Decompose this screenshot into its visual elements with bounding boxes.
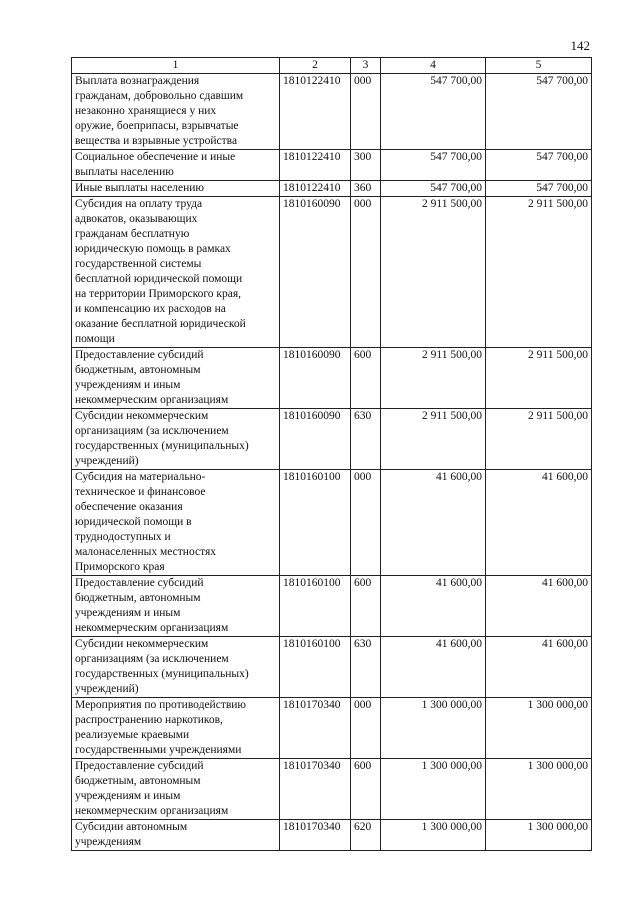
row-name-line: бюджетным, автономным — [75, 364, 201, 376]
row-name-line: и компенсацию их расходов на — [75, 303, 226, 315]
table-row — [72, 637, 592, 698]
row-name-line: оружие, боеприпасы, взрывчатые — [75, 120, 239, 132]
header-row — [72, 58, 592, 74]
row-name-line: государственной системы — [75, 258, 202, 270]
row-name-line: организациям (за исключением — [75, 425, 229, 437]
target-article-code: 1810160100 — [280, 576, 351, 637]
row-name-cell — [72, 409, 280, 470]
amount-year-1: 1 300 000,00 — [381, 820, 486, 851]
amount-year-2: 2 911 500,00 — [486, 348, 592, 409]
amount-year-2: 547 700,00 — [486, 150, 592, 181]
expense-type-code: 630 — [351, 409, 381, 470]
row-name-line: юридическую помощь в рамках — [75, 243, 231, 255]
table-row — [72, 150, 592, 181]
row-name-line: обеспечение оказания — [75, 501, 183, 513]
header-col-3: 3 — [351, 58, 381, 74]
row-name-line: Субсидии некоммерческим — [75, 638, 209, 650]
expense-type-code: 300 — [351, 150, 381, 181]
row-name-line: государственных (муниципальных) — [75, 668, 249, 680]
row-name-cell — [72, 150, 280, 181]
expense-type-code: 620 — [351, 820, 381, 851]
table-body — [72, 74, 592, 851]
row-name-line: на территории Приморского края, — [75, 288, 241, 300]
row-name-line: Выплата вознаграждения — [75, 75, 200, 87]
expense-type-code: 000 — [351, 698, 381, 759]
row-name-line: гражданам бесплатную — [75, 228, 190, 240]
row-name-line: некоммерческим организациям — [75, 622, 229, 634]
row-name-line: малонаселенных местностях — [75, 546, 217, 558]
amount-year-2: 2 911 500,00 — [486, 409, 592, 470]
table-row — [72, 409, 592, 470]
row-name-line: помощи — [75, 333, 115, 345]
target-article-code: 1810160090 — [280, 409, 351, 470]
row-name-line: государственных (муниципальных) — [75, 440, 249, 452]
expense-type-code: 000 — [351, 197, 381, 348]
row-name-line: Мероприятия по противодействию — [75, 699, 247, 711]
row-name-line: учреждений) — [75, 683, 139, 695]
amount-year-2: 1 300 000,00 — [486, 759, 592, 820]
amount-year-1: 2 911 500,00 — [381, 409, 486, 470]
target-article-code: 1810170340 — [280, 759, 351, 820]
table-row — [72, 576, 592, 637]
header-col-5: 5 — [486, 58, 592, 74]
row-name-line: учреждениям и иным — [75, 607, 181, 619]
target-article-code: 1810122410 — [280, 150, 351, 181]
row-name-line: вещества и взрывные устройства — [75, 135, 238, 147]
row-name-line: организациям (за исключением — [75, 653, 229, 665]
budget-table — [71, 57, 592, 851]
target-article-code: 1810122410 — [280, 74, 351, 150]
expense-type-code: 000 — [351, 74, 381, 150]
row-name-line: некоммерческим организациям — [75, 394, 229, 406]
target-article-code: 1810170340 — [280, 820, 351, 851]
header-col-1: 1 — [72, 58, 280, 74]
row-name-line: Субсидия на оплату труда — [75, 198, 203, 210]
row-name-line: некоммерческим организациям — [75, 805, 229, 817]
row-name-line: государственными учреждениями — [75, 744, 242, 756]
target-article-code: 1810160090 — [280, 197, 351, 348]
row-name-line: техническое и финансовое — [75, 486, 206, 498]
amount-year-1: 1 300 000,00 — [381, 698, 486, 759]
expense-type-code: 600 — [351, 348, 381, 409]
amount-year-1: 2 911 500,00 — [381, 348, 486, 409]
table-row — [72, 74, 592, 150]
row-name-cell — [72, 74, 280, 150]
amount-year-2: 1 300 000,00 — [486, 698, 592, 759]
amount-year-1: 41 600,00 — [381, 470, 486, 576]
row-name-line: бесплатной юридической помощи — [75, 273, 243, 285]
expense-type-code: 000 — [351, 470, 381, 576]
amount-year-1: 547 700,00 — [381, 74, 486, 150]
row-name-line: выплаты населению — [75, 166, 174, 178]
expense-type-code: 600 — [351, 576, 381, 637]
header-col-2: 2 — [280, 58, 351, 74]
row-name-line: оказание бесплатной юридической — [75, 318, 246, 330]
row-name-line: распространению наркотиков, — [75, 714, 223, 726]
row-name-cell — [72, 759, 280, 820]
row-name-line: гражданам, добровольно сдавшим — [75, 90, 244, 102]
row-name-line: Субсидии автономным — [75, 821, 188, 833]
table-row — [72, 698, 592, 759]
row-name-cell — [72, 197, 280, 348]
header-col-4: 4 — [381, 58, 486, 74]
row-name-line: незаконно хранящиеся у них — [75, 105, 217, 117]
row-name-line: бюджетным, автономным — [75, 775, 201, 787]
row-name-line: учреждениям и иным — [75, 790, 181, 802]
row-name-line: учреждений) — [75, 455, 139, 467]
expense-type-code: 600 — [351, 759, 381, 820]
amount-year-2: 547 700,00 — [486, 74, 592, 150]
amount-year-2: 41 600,00 — [486, 470, 592, 576]
target-article-code: 1810160090 — [280, 348, 351, 409]
amount-year-1: 547 700,00 — [381, 150, 486, 181]
row-name-line: Предоставление субсидий — [75, 349, 204, 361]
row-name-line: адвокатов, оказывающих — [75, 213, 198, 225]
row-name-line: учреждениям и иным — [75, 379, 181, 391]
target-article-code: 1810170340 — [280, 698, 351, 759]
row-name-line: юридической помощи в — [75, 516, 192, 528]
amount-year-1: 41 600,00 — [381, 637, 486, 698]
target-article-code: 1810160100 — [280, 470, 351, 576]
table-row — [72, 197, 592, 348]
amount-year-2: 1 300 000,00 — [486, 820, 592, 851]
amount-year-1: 547 700,00 — [381, 181, 486, 197]
row-name-line: Предоставление субсидий — [75, 577, 204, 589]
row-name-line: учреждениям — [75, 836, 142, 848]
table-row — [72, 759, 592, 820]
target-article-code: 1810160100 — [280, 637, 351, 698]
row-name-cell — [72, 820, 280, 851]
row-name-line: реализуемые краевыми — [75, 729, 190, 741]
expense-type-code: 360 — [351, 181, 381, 197]
table-row — [72, 181, 592, 197]
table-row — [72, 348, 592, 409]
table-row — [72, 470, 592, 576]
page-number: 142 — [570, 38, 590, 53]
row-name-cell — [72, 576, 280, 637]
row-name-line: бюджетным, автономным — [75, 592, 201, 604]
amount-year-2: 41 600,00 — [486, 576, 592, 637]
amount-year-1: 2 911 500,00 — [381, 197, 486, 348]
amount-year-1: 41 600,00 — [381, 576, 486, 637]
row-name-line: Социальное обеспечение и иные — [75, 151, 236, 163]
row-name-cell — [72, 470, 280, 576]
expense-type-code: 630 — [351, 637, 381, 698]
row-name-line: Субсидии некоммерческим — [75, 410, 209, 422]
row-name-line: труднодоступных и — [75, 531, 171, 543]
target-article-code: 1810122410 — [280, 181, 351, 197]
amount-year-2: 2 911 500,00 — [486, 197, 592, 348]
amount-year-2: 547 700,00 — [486, 181, 592, 197]
amount-year-2: 41 600,00 — [486, 637, 592, 698]
row-name-cell — [72, 637, 280, 698]
row-name-line: Предоставление субсидий — [75, 760, 204, 772]
row-name-cell — [72, 348, 280, 409]
amount-year-1: 1 300 000,00 — [381, 759, 486, 820]
row-name-cell — [72, 181, 280, 197]
table-row — [72, 820, 592, 851]
row-name-line: Приморского края — [75, 561, 165, 573]
row-name-line: Иные выплаты населению — [75, 182, 204, 194]
row-name-line: Субсидия на материально- — [75, 471, 206, 483]
row-name-cell — [72, 698, 280, 759]
